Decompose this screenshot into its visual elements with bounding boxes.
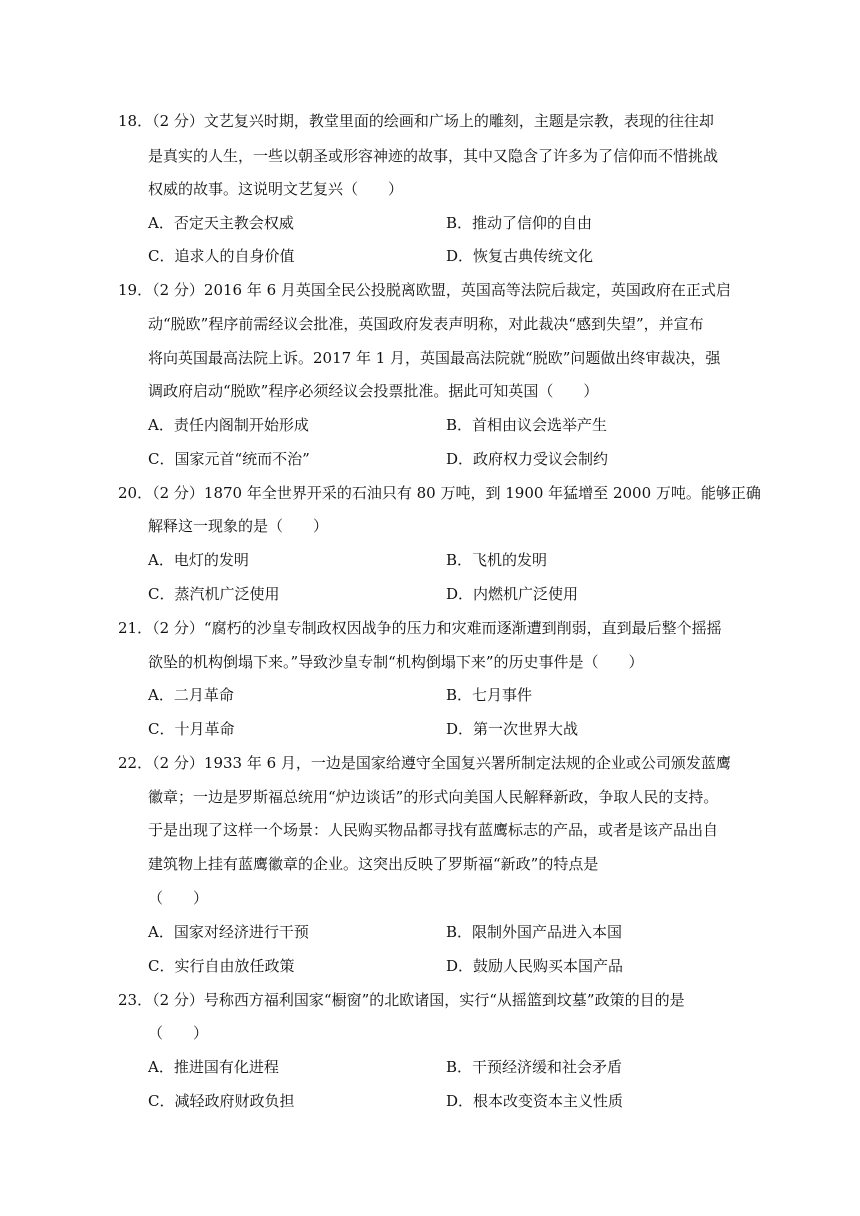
- option-a[interactable]: A．国家对经济进行干预: [148, 923, 309, 941]
- option-d[interactable]: D．鼓励人民购买本国产品: [446, 957, 624, 975]
- question-stem-line: 22．（2 分）1933 年 6 月，一边是国家给遵守全国复兴署所制定法规的企业或公司颁发蓝鹰: [118, 754, 731, 772]
- option-b[interactable]: B．飞机的发明: [446, 551, 548, 569]
- question-stem-line: 20．（2 分）1870 年全世界开采的石油只有 80 万吨，到 1900 年猛增至 2000 万吨。能够正确: [118, 484, 761, 502]
- option-c[interactable]: C．十月革命: [148, 720, 235, 738]
- option-a[interactable]: A．二月革命: [148, 686, 234, 704]
- option-b[interactable]: B．限制外国产品进入本国: [446, 923, 623, 941]
- option-a[interactable]: A．电灯的发明: [148, 551, 249, 569]
- question-stem-line: 欲坠的机构倒塌下来。”导致沙皇专制“机构倒塌下来”的历史事件是（ ）: [148, 653, 644, 671]
- question-stem-line: 徽章；一边是罗斯福总统用“炉边谈话”的形式向美国人民解释新政，争取人民的支持。: [148, 788, 719, 806]
- option-b[interactable]: B．七月事件: [446, 686, 533, 704]
- question-stem-line: 18．（2 分）文艺复兴时期，教堂里面的绘画和广场上的雕刻，主题是宗教，表现的往往却: [118, 112, 714, 130]
- question-stem-line: 建筑物上挂有蓝鹰徽章的企业。这突出反映了罗斯福“新政”的特点是: [148, 855, 599, 873]
- option-d[interactable]: D．第一次世界大战: [446, 720, 579, 738]
- option-c[interactable]: C．追求人的自身价值: [148, 247, 295, 265]
- question-stem-line: 解释这一现象的是（ ）: [148, 517, 329, 535]
- question-stem-line: 动“脱欧”程序前需经议会批准，英国政府发表声明称，对此裁决“感到失望”，并宣布: [148, 315, 704, 333]
- option-d[interactable]: D．恢复古典传统文化: [446, 247, 594, 265]
- question-stem-line: 是真实的人生，一些以朝圣或形容神迹的故事，其中又隐含了许多为了信仰而不惜挑战: [148, 147, 719, 165]
- option-c[interactable]: C．减轻政府财政负担: [148, 1092, 295, 1110]
- question-stem-line: （ ）: [148, 889, 209, 907]
- question-stem-line: 权威的故事。这说明文艺复兴（ ）: [148, 180, 404, 198]
- option-c[interactable]: C．国家元首“统而不治”: [148, 450, 310, 468]
- question-stem-line: 于是出现了这样一个场景：人民购买物品都寻找有蓝鹰标志的产品，或者是该产品出自: [148, 821, 719, 839]
- option-b[interactable]: B．首相由议会选举产生: [446, 416, 608, 434]
- question-stem-line: 调政府启动“脱欧”程序必须经议会投票批准。据此可知英国（ ）: [148, 382, 599, 400]
- question-stem-line: 21．（2 分）“腐朽的沙皇专制政权因战争的压力和灾难而逐渐遭到削弱，直到最后整个摇摇: [118, 619, 722, 637]
- option-b[interactable]: B．干预经济缓和社会矛盾: [446, 1058, 623, 1076]
- question-stem-line: 将向英国最高法院上诉。2017 年 1 月，英国最高法院就“脱欧”问题做出终审裁决，强: [148, 349, 721, 367]
- question-stem-line: 19．（2 分）2016 年 6 月英国全民公投脱离欧盟，英国高等法院后裁定，英国政府在正式启: [118, 281, 731, 299]
- option-c[interactable]: C．蒸汽机广泛使用: [148, 585, 280, 603]
- option-b[interactable]: B．推动了信仰的自由: [446, 214, 593, 232]
- option-a[interactable]: A．否定天主教会权威: [148, 214, 294, 232]
- option-a[interactable]: A．责任内阁制开始形成: [148, 416, 309, 434]
- option-d[interactable]: D．政府权力受议会制约: [446, 450, 609, 468]
- question-stem-line: 23．（2 分）号称西方福利国家“橱窗”的北欧诸国，实行“从摇篮到坟墓”政策的目的是: [118, 991, 685, 1009]
- question-stem-line: （ ）: [148, 1024, 209, 1042]
- option-d[interactable]: D．内燃机广泛使用: [446, 585, 579, 603]
- option-c[interactable]: C．实行自由放任政策: [148, 957, 295, 975]
- option-d[interactable]: D．根本改变资本主义性质: [446, 1092, 624, 1110]
- option-a[interactable]: A．推进国有化进程: [148, 1058, 279, 1076]
